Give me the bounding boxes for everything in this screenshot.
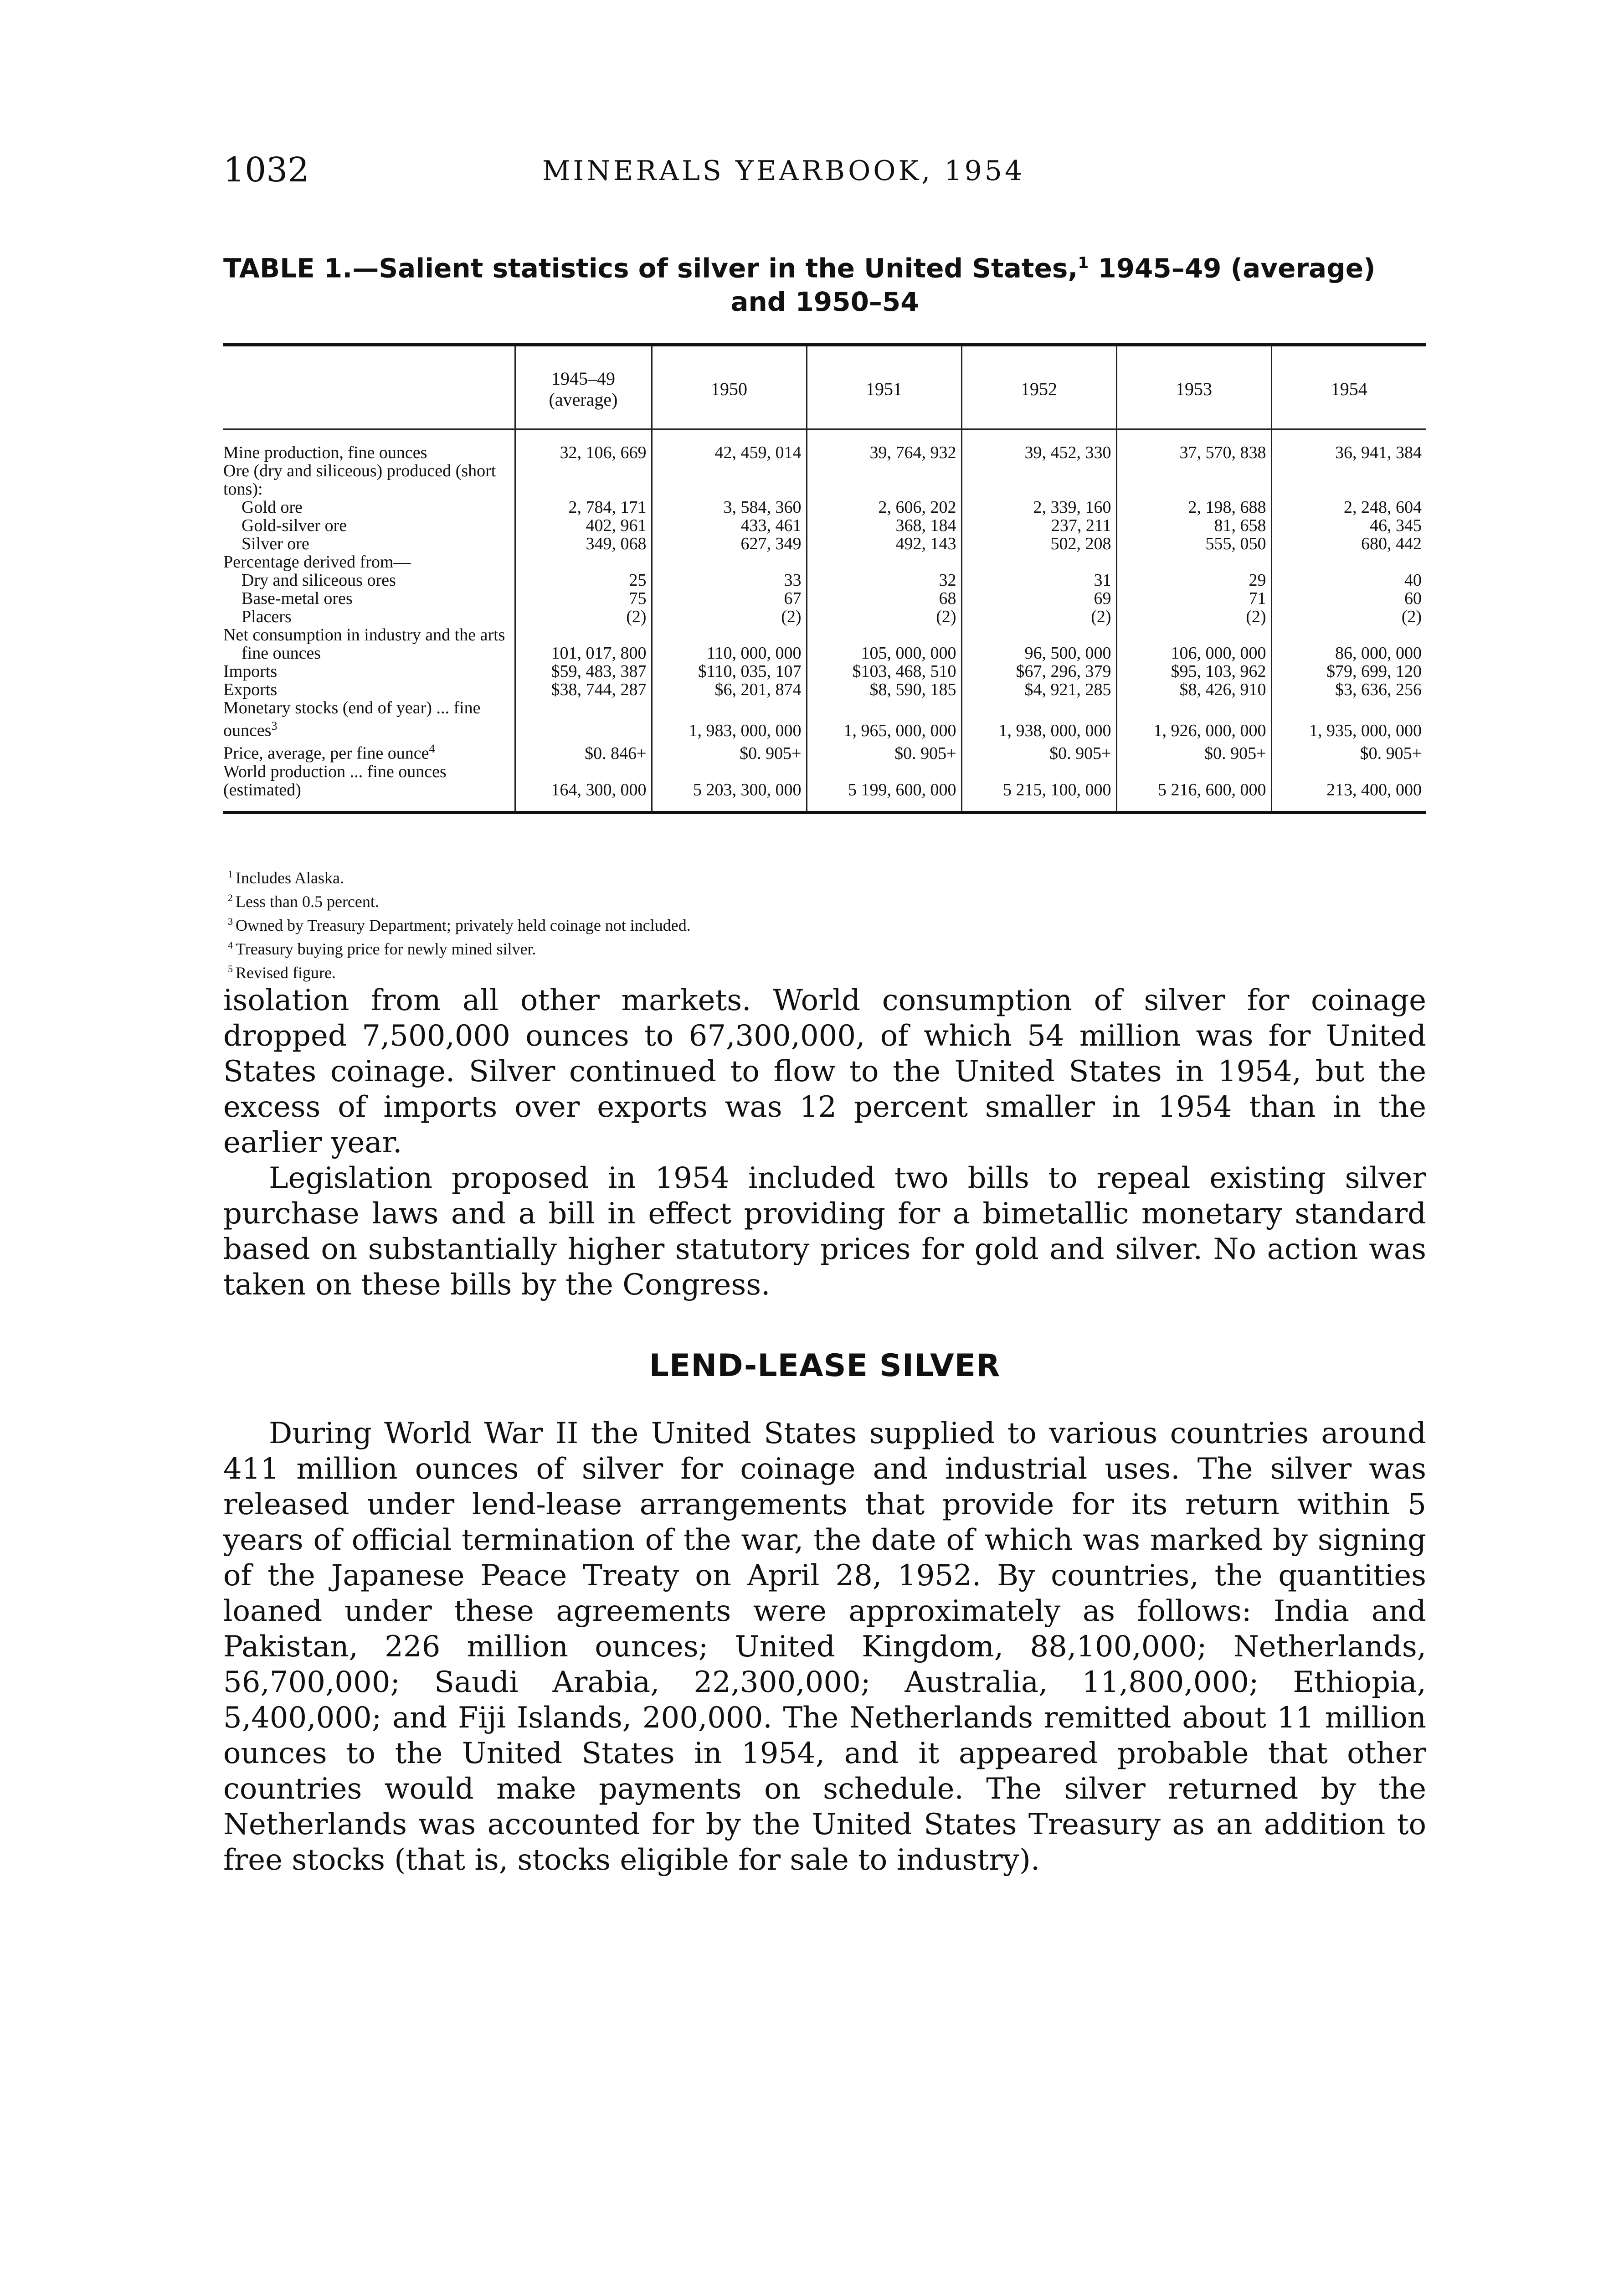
footnote-ref: 4 — [429, 742, 435, 755]
table-cell: $3, 636, 256 — [1271, 681, 1426, 699]
table-cell — [1271, 462, 1426, 498]
table-cell: 31 — [961, 571, 1116, 589]
footnote-mark: 4 — [228, 939, 233, 951]
row-label — [223, 516, 515, 535]
footnote-text: Includes Alaska. — [236, 868, 344, 887]
table-row — [223, 571, 1426, 589]
row-label — [223, 699, 515, 740]
footnote-ref: 3 — [271, 719, 278, 733]
table-cell: $0. 905+ — [961, 740, 1116, 763]
header-label-cell — [223, 345, 515, 429]
table-cell: 1, 926, 000, 000 — [1116, 699, 1271, 740]
row-label — [223, 608, 515, 626]
running-title: MINERALS YEARBOOK, 1954 — [542, 155, 1025, 187]
table-body — [223, 429, 1426, 812]
table-cell — [1116, 553, 1271, 571]
table-cell: 60 — [1271, 589, 1426, 608]
table-cell: 68 — [807, 589, 961, 608]
table-cell — [807, 462, 961, 498]
table-cell: 46, 345 — [1271, 516, 1426, 535]
row-label — [223, 644, 515, 662]
section-heading: LEND-LEASE SILVER — [649, 1347, 1001, 1384]
table-cell: 32, 106, 669 — [515, 429, 652, 462]
row-label — [223, 429, 515, 462]
row-label-text: Placers — [242, 607, 292, 627]
footnote-text: Owned by Treasury Department; privately held coinage not included. — [236, 916, 691, 934]
caption-line-2: and 1950–54 — [730, 286, 919, 318]
table-cell: (2) — [515, 608, 652, 626]
table-cell: 33 — [652, 571, 807, 589]
row-label-text: Ore (dry and siliceous) produced (short tons): — [223, 461, 496, 499]
table-cell: (2) — [1116, 608, 1271, 626]
paragraph: During World War II the United States supplied to various countries around 411 million ounces of silver for coinage and industrial uses. The silver was released under lend-lease arrangements that provide for its return within 5 years of official termination of the war, the date of which was marked by signing of the Japanese Peace Treaty on April 28, 1952. By countries, the quantities loaned under these agreements were approximately as follows: India and Pakistan, 226 million ounces; United Kingdom, 88,100,000; Netherlands, 56,700,000; Saudi Arabia, 22,300,000; Australia, 11,800,000; Ethiopia, 5,400,000; and Fiji Islands, 200,000. The Netherlands remitted about 11 million ounces to the United States in 1954, and it appeared probable that other countries would make payments on schedule. The silver returned by the Netherlands was accounted for by the United States Treasury as an addition to free stocks (that is, stocks eligible for sale to industry). — [223, 1416, 1426, 1877]
table-cell: 32 — [807, 571, 961, 589]
row-label-text: Gold ore — [242, 498, 303, 517]
column-header: 1953 — [1116, 345, 1271, 429]
row-label-text: World production ... fine ounces (estimated) — [223, 762, 447, 799]
table-row — [223, 553, 1426, 571]
row-label-text: Net consumption in industry and the arts — [223, 625, 505, 645]
table-cell: 2, 784, 171 — [515, 498, 652, 516]
table-cell: $8, 590, 185 — [807, 681, 961, 699]
row-label-text: Dry and siliceous ores — [242, 571, 396, 590]
row-label-text: Percentage derived from— — [223, 552, 411, 572]
table-cell: 3, 584, 360 — [652, 498, 807, 516]
paragraph: Legislation proposed in 1954 included two bills to repeal existing silver purchase laws and a bill in effect providing for a bimetallic monetary standard based on substantially higher statutory prices for gold and silver. No action was taken on these bills by the Congress. — [223, 1161, 1426, 1302]
row-label — [223, 740, 515, 763]
table-cell — [961, 553, 1116, 571]
table-cell: 492, 143 — [807, 535, 961, 553]
footnote — [223, 912, 1426, 935]
table-cell: 86, 000, 000 — [1271, 644, 1426, 662]
table-cell — [515, 462, 652, 498]
table-cell: 502, 208 — [961, 535, 1116, 553]
table-cell: 402, 961 — [515, 516, 652, 535]
footnote-mark: 2 — [228, 892, 233, 903]
table-cell: 680, 442 — [1271, 535, 1426, 553]
table-cell — [1116, 462, 1271, 498]
table-cell: 106, 000, 000 — [1116, 644, 1271, 662]
table-cell: 555, 050 — [1116, 535, 1271, 553]
caption-footnote-ref: 1 — [1078, 254, 1089, 272]
footnote-text: Revised figure. — [236, 963, 336, 982]
table-caption — [223, 246, 1426, 319]
row-label — [223, 589, 515, 608]
table-row — [223, 626, 1426, 644]
table-row — [223, 535, 1426, 553]
table-cell: 2, 339, 160 — [961, 498, 1116, 516]
table-cell — [515, 626, 652, 644]
table-cell: 1, 983, 000, 000 — [652, 699, 807, 740]
table-cell: 42, 459, 014 — [652, 429, 807, 462]
table-cell: 71 — [1116, 589, 1271, 608]
table-row — [223, 429, 1426, 462]
table-cell — [807, 553, 961, 571]
table-cell: 1, 965, 000, 000 — [807, 699, 961, 740]
paragraph: isolation from all other markets. World consumption of silver for coinage dropped 7,500,000 ounces to 67,300,000, of which 54 million was for United States coinage. Silver continued to flow to the United States in 1954, but the excess of imports over exports was 12 percent smaller in 1954 than in the earlier year. — [223, 983, 1426, 1160]
row-label-text: Gold-silver ore — [242, 516, 347, 536]
table-cell — [1271, 626, 1426, 644]
row-label — [223, 662, 515, 681]
table-cell: 5 203, 300, 000 — [652, 763, 807, 813]
page-number: 1032 — [223, 150, 309, 190]
row-label-text: Base-metal ores — [242, 589, 353, 608]
table-cell: 349, 068 — [515, 535, 652, 553]
table-cell: (2) — [652, 608, 807, 626]
table-cell: $95, 103, 962 — [1116, 662, 1271, 681]
table-cell: 75 — [515, 589, 652, 608]
footnote — [223, 888, 1426, 912]
table-cell — [1116, 626, 1271, 644]
table-cell: 29 — [1116, 571, 1271, 589]
row-label — [223, 681, 515, 699]
footnote-mark: 3 — [228, 915, 233, 927]
footnote — [223, 864, 1426, 888]
column-header: 1945–49 (average) — [515, 345, 652, 429]
row-label-text: fine ounces — [242, 644, 321, 663]
salient-statistics-table — [223, 343, 1426, 814]
table-cell: 213, 400, 000 — [1271, 763, 1426, 813]
table-cell — [1271, 553, 1426, 571]
table-cell: (2) — [807, 608, 961, 626]
table-cell: 37, 570, 838 — [1116, 429, 1271, 462]
table-cell: $59, 483, 387 — [515, 662, 652, 681]
table-header-row — [223, 345, 1426, 429]
row-label — [223, 763, 515, 813]
table-row — [223, 763, 1426, 813]
table-cell — [961, 462, 1116, 498]
table-cell: 1, 935, 000, 000 — [1271, 699, 1426, 740]
table-cell: $6, 201, 874 — [652, 681, 807, 699]
row-label — [223, 571, 515, 589]
table-cell: $8, 426, 910 — [1116, 681, 1271, 699]
table-cell: $79, 699, 120 — [1271, 662, 1426, 681]
document-page — [223, 150, 1426, 1878]
table-row — [223, 662, 1426, 681]
table-cell: $0. 905+ — [807, 740, 961, 763]
row-label-text: Price, average, per fine ounce — [223, 743, 429, 763]
row-label — [223, 535, 515, 553]
footnote-text: Less than 0.5 percent. — [236, 892, 379, 911]
table-cell — [652, 462, 807, 498]
table-row — [223, 462, 1426, 498]
table-cell — [515, 553, 652, 571]
table-cell: 105, 000, 000 — [807, 644, 961, 662]
column-header: 1954 — [1271, 345, 1426, 429]
table-cell — [961, 626, 1116, 644]
table-footnotes — [223, 864, 1426, 983]
row-label-text: Silver ore — [242, 534, 309, 554]
table-cell: 96, 500, 000 — [961, 644, 1116, 662]
footnote — [223, 935, 1426, 959]
table-row — [223, 589, 1426, 608]
table-cell: (2) — [961, 608, 1116, 626]
row-label-text: Mine production, fine ounces — [223, 443, 427, 463]
table-cell: $0. 846+ — [515, 740, 652, 763]
row-label — [223, 626, 515, 644]
table-cell: 81, 658 — [1116, 516, 1271, 535]
table-cell: 2, 248, 604 — [1271, 498, 1426, 516]
table-cell: 25 — [515, 571, 652, 589]
table-cell: $0. 905+ — [652, 740, 807, 763]
table-row — [223, 516, 1426, 535]
footnote-text: Treasury buying price for newly mined silver. — [236, 939, 536, 958]
column-header: 1950 — [652, 345, 807, 429]
table-row — [223, 681, 1426, 699]
row-label-text: Imports — [223, 662, 278, 681]
row-label — [223, 462, 515, 498]
table-cell: 237, 211 — [961, 516, 1116, 535]
column-header: 1951 — [807, 345, 961, 429]
table-cell: 2, 198, 688 — [1116, 498, 1271, 516]
caption-line-1-end: 1945–49 (average) — [1089, 253, 1376, 284]
table-cell: 110, 000, 000 — [652, 644, 807, 662]
table-cell: 67 — [652, 589, 807, 608]
row-label-text: Monetary stocks (end of year) ... fine ounces — [223, 698, 481, 740]
table-cell: 1, 938, 000, 000 — [961, 699, 1116, 740]
table-cell: 164, 300, 000 — [515, 763, 652, 813]
table-cell: $110, 035, 107 — [652, 662, 807, 681]
table-cell — [652, 553, 807, 571]
table-row — [223, 644, 1426, 662]
table-cell: 36, 941, 384 — [1271, 429, 1426, 462]
row-label-text: Exports — [223, 680, 278, 700]
table-cell: $67, 296, 379 — [961, 662, 1116, 681]
table-cell: $0. 905+ — [1116, 740, 1271, 763]
footnote — [223, 959, 1426, 983]
table-cell: $38, 744, 287 — [515, 681, 652, 699]
caption-line-1: TABLE 1.—Salient statistics of silver in the United States, — [223, 253, 1078, 284]
table-cell: 5 216, 600, 000 — [1116, 763, 1271, 813]
running-head — [223, 150, 1426, 191]
table-cell: 627, 349 — [652, 535, 807, 553]
table-cell: 39, 764, 932 — [807, 429, 961, 462]
row-label — [223, 553, 515, 571]
table-cell: $103, 468, 510 — [807, 662, 961, 681]
table-cell: 2, 606, 202 — [807, 498, 961, 516]
table-cell: 40 — [1271, 571, 1426, 589]
body-text — [223, 983, 1426, 1878]
row-label — [223, 498, 515, 516]
table-cell: $0. 905+ — [1271, 740, 1426, 763]
table-row — [223, 498, 1426, 516]
column-header: 1952 — [961, 345, 1116, 429]
table-row — [223, 699, 1426, 740]
table-cell: 5 199, 600, 000 — [807, 763, 961, 813]
table-cell: (2) — [1271, 608, 1426, 626]
table-row — [223, 740, 1426, 763]
table-cell — [515, 699, 652, 740]
footnote-mark: 1 — [228, 868, 233, 880]
table-cell — [652, 626, 807, 644]
footnote-mark: 5 — [228, 963, 233, 975]
table-cell: 69 — [961, 589, 1116, 608]
table-cell: 39, 452, 330 — [961, 429, 1116, 462]
table-cell: 368, 184 — [807, 516, 961, 535]
table-cell: 101, 017, 800 — [515, 644, 652, 662]
table-cell: 433, 461 — [652, 516, 807, 535]
table-cell: $4, 921, 285 — [961, 681, 1116, 699]
table-cell — [807, 626, 961, 644]
table-row — [223, 608, 1426, 626]
table-cell: 5 215, 100, 000 — [961, 763, 1116, 813]
